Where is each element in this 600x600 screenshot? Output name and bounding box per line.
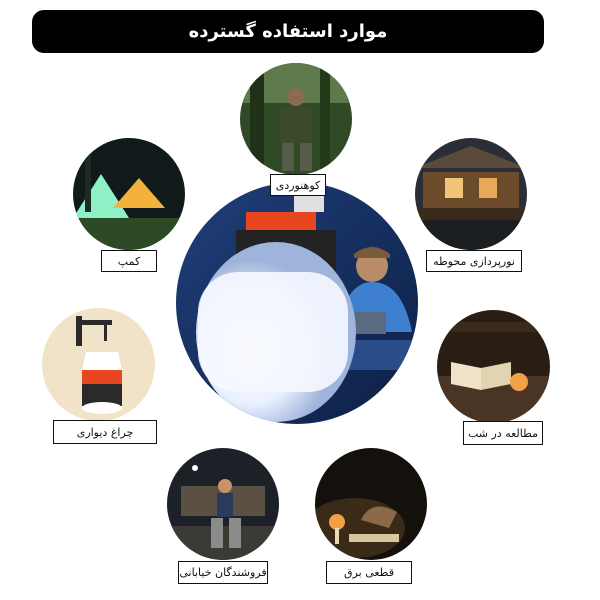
label-street-vendors: فروشندگان خیابانی	[178, 561, 268, 584]
label-camp: کمپ	[101, 250, 157, 272]
label-wall-lamp: چراغ دیواری	[53, 420, 157, 444]
yard-lighting-photo	[415, 138, 527, 250]
center-lamp-image	[176, 182, 418, 424]
wall-lamp-photo	[42, 308, 155, 421]
label-mountaineering: کوهنوردی	[270, 174, 326, 196]
label-night-reading: مطالعه در شب	[463, 421, 543, 445]
night-reading-photo	[437, 310, 550, 423]
label-power-outage: قطعی برق	[326, 561, 412, 584]
page-title: موارد استفاده گسترده	[188, 21, 388, 42]
mountaineering-photo	[240, 63, 352, 175]
lamp-scene-graphic	[176, 182, 418, 424]
camp-photo	[73, 138, 185, 250]
street-vendors-photo	[167, 448, 279, 560]
label-yard-lighting: نورپردازی محوطه	[426, 250, 522, 272]
title-banner	[32, 10, 544, 53]
power-outage-photo	[315, 448, 427, 560]
